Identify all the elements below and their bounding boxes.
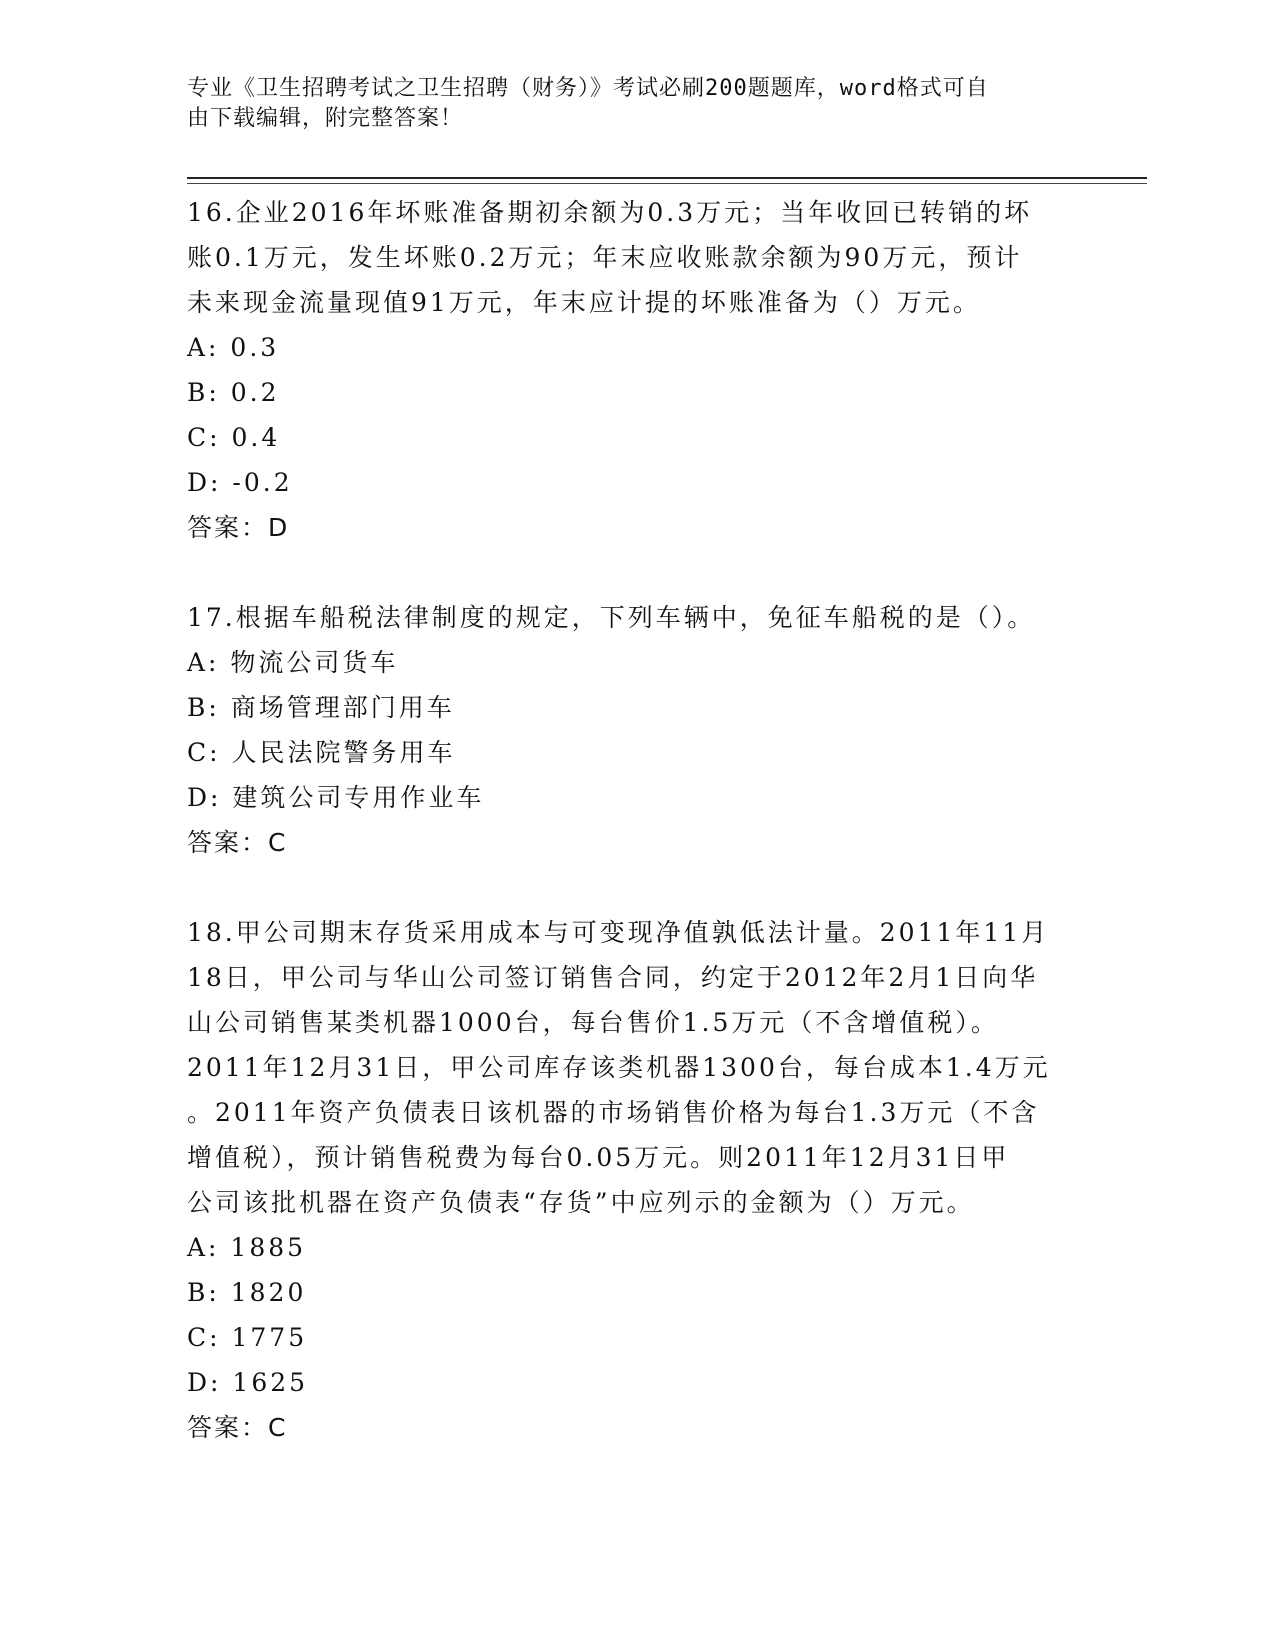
option-b: B: 1820 [187,1278,307,1307]
question-stem-line: 18日，甲公司与华山公司签订销售合同，约定于2012年2月1日向华 [187,963,1039,992]
header-line: 由下载编辑，附完整答案！ [187,106,464,131]
question-stem-line: 18.甲公司期末存货采用成本与可变现净值孰低法计量。2011年11月 [187,918,1050,947]
option-d: D: 建筑公司专用作业车 [187,783,485,812]
header-divider-thin [187,183,1147,184]
question-stem-line: 16.企业2016年坏账准备期初余额为0.3万元；当年收回已转销的坏 [187,198,1033,227]
question-stem-line: 账0.1万元，发生坏账0.2万元；年末应收账款余额为90万元，预计 [187,243,1023,272]
header-divider [187,177,1147,179]
option-d: D: -0.2 [187,468,293,497]
option-c: C: 人民法院警务用车 [187,738,456,767]
question-list [187,190,1087,1450]
question-stem-line: 17.根据车船税法律制度的规定，下列车辆中，免征车船税的是（）。 [187,603,1036,632]
option-a: A: 0.3 [187,333,280,362]
question-stem-line: 公司该批机器在资产负债表“存货”中应列示的金额为（）万元。 [187,1188,975,1217]
question-stem-line: 山公司销售某类机器1000台，每台售价1.5万元（不含增值税）。 [187,1008,999,1037]
answer-label: 答案：C [187,828,288,857]
question-spacer [187,550,1087,595]
question-16 [187,190,1087,550]
answer-label: 答案：C [187,1413,288,1442]
question-18 [187,910,1087,1450]
question-stem-line: 2011年12月31日，甲公司库存该类机器1300台，每台成本1.4万元 [187,1053,1051,1082]
option-d: D: 1625 [187,1368,309,1397]
answer-label: 答案：D [187,513,290,542]
header-line: 专业《卫生招聘考试之卫生招聘（财务）》考试必刷200题题库，word格式可自 [187,76,989,101]
document-header [187,74,1067,134]
question-17 [187,595,1087,865]
option-a: A: 物流公司货车 [187,648,399,677]
question-spacer [187,865,1087,910]
question-stem-line: 增值税），预计销售税费为每台0.05万元。则2011年12月31日甲 [187,1143,1010,1172]
option-c: C: 1775 [187,1323,308,1352]
question-stem-line: 未来现金流量现值91万元，年末应计提的坏账准备为（）万元。 [187,288,981,317]
option-c: C: 0.4 [187,423,281,452]
option-b: B: 商场管理部门用车 [187,693,455,722]
question-stem-line: 。2011年资产负债表日该机器的市场销售价格为每台1.3万元（不含 [187,1098,1040,1127]
option-a: A: 1885 [187,1233,307,1262]
option-b: B: 0.2 [187,378,280,407]
